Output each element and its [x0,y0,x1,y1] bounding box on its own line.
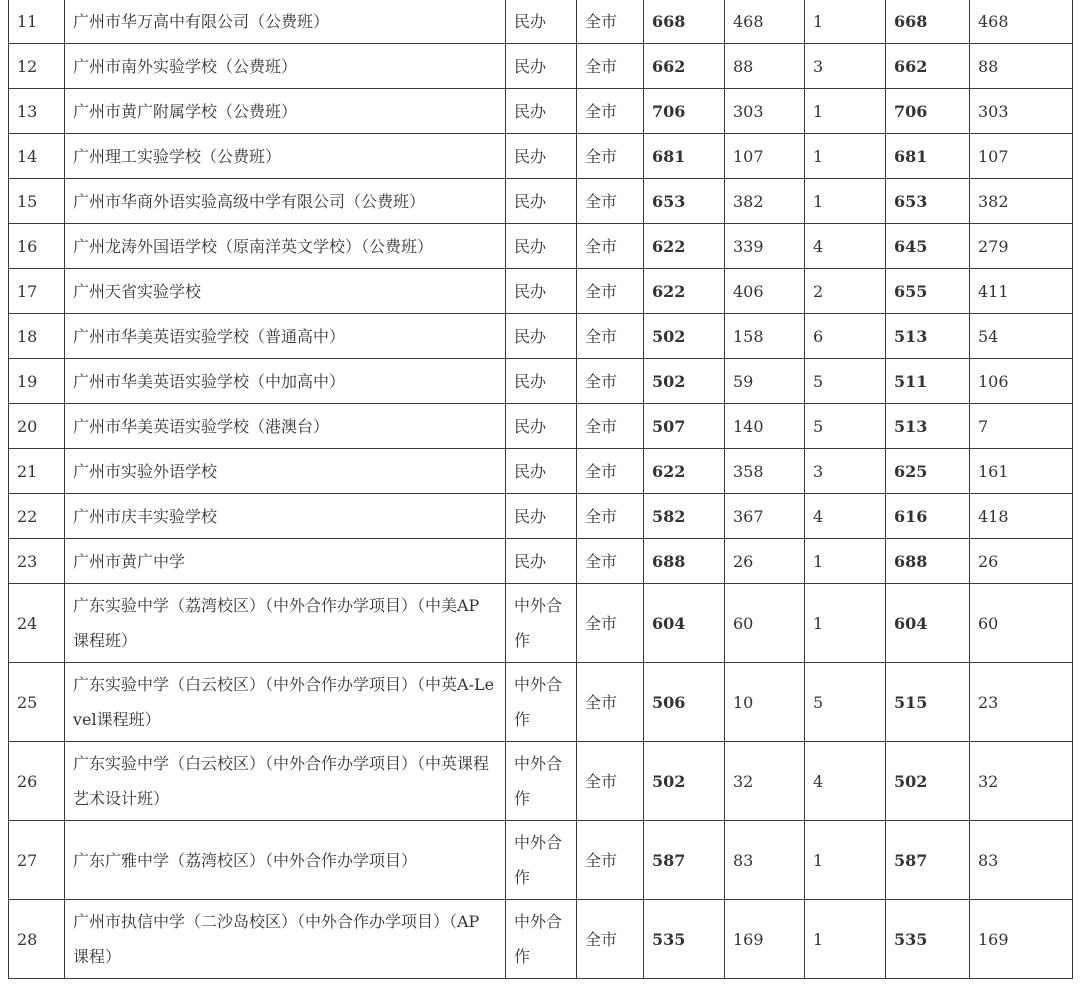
min-score-rank-cell: 169 [725,900,805,979]
choice-rank-cell: 418 [970,494,1073,539]
min-score-cell: 653 [644,179,725,224]
enrollment-area-cell: 全市 [577,314,644,359]
enrollment-area-cell: 全市 [577,742,644,821]
row-number-cell: 14 [9,134,65,179]
min-score-rank-cell: 367 [725,494,805,539]
school-type-cell: 民办 [506,269,577,314]
min-score-cell: 582 [644,494,725,539]
row-number-cell: 18 [9,314,65,359]
school-type-cell: 中外合作 [506,742,577,821]
min-score-cell: 587 [644,821,725,900]
row-number-cell: 11 [9,0,65,44]
min-score-cell: 535 [644,900,725,979]
enrollment-area-cell: 全市 [577,224,644,269]
choice-rank-cell: 382 [970,179,1073,224]
row-number-cell: 16 [9,224,65,269]
choice-rank-cell: 411 [970,269,1073,314]
table-row [9,663,1073,742]
school-type-cell: 民办 [506,179,577,224]
table-row [9,494,1073,539]
choice-min-score-cell: 662 [886,44,970,89]
school-type-cell: 民办 [506,224,577,269]
min-score-cell: 502 [644,359,725,404]
min-score-cell: 688 [644,539,725,584]
school-name-cell: 广州市黄广附属学校（公费班） [65,89,506,134]
school-name-cell: 广州天省实验学校 [65,269,506,314]
school-name-cell: 广州市南外实验学校（公费班） [65,44,506,89]
choice-min-score-cell: 513 [886,404,970,449]
school-name-cell: 广州市执信中学（二沙岛校区）（中外合作办学项目）（AP课程） [65,900,506,979]
school-name-cell: 广州市华美英语实验学校（港澳台） [65,404,506,449]
choice-rank-cell: 60 [970,584,1073,663]
choice-min-score-cell: 681 [886,134,970,179]
school-name-cell: 广州市实验外语学校 [65,449,506,494]
choice-order-cell: 1 [805,821,886,900]
table-row [9,404,1073,449]
school-name-cell: 广州市黄广中学 [65,539,506,584]
choice-order-cell: 1 [805,134,886,179]
choice-rank-cell: 23 [970,663,1073,742]
choice-order-cell: 4 [805,494,886,539]
school-type-cell: 民办 [506,539,577,584]
choice-min-score-cell: 535 [886,900,970,979]
choice-order-cell: 3 [805,449,886,494]
choice-order-cell: 1 [805,89,886,134]
choice-order-cell: 5 [805,359,886,404]
school-name-cell: 广州市华万高中有限公司（公费班） [65,0,506,44]
enrollment-area-cell: 全市 [577,494,644,539]
table-row [9,0,1073,44]
row-number-cell: 26 [9,742,65,821]
school-name-cell: 广东广雅中学（荔湾校区）（中外合作办学项目） [65,821,506,900]
choice-min-score-cell: 668 [886,0,970,44]
school-type-cell: 中外合作 [506,821,577,900]
school-type-cell: 民办 [506,404,577,449]
row-number-cell: 20 [9,404,65,449]
school-type-cell: 中外合作 [506,900,577,979]
min-score-rank-cell: 88 [725,44,805,89]
min-score-cell: 622 [644,449,725,494]
enrollment-area-cell: 全市 [577,900,644,979]
min-score-cell: 662 [644,44,725,89]
choice-rank-cell: 169 [970,900,1073,979]
choice-rank-cell: 468 [970,0,1073,44]
school-name-cell: 广东实验中学（白云校区）（中外合作办学项目）（中英课程艺术设计班） [65,742,506,821]
enrollment-area-cell: 全市 [577,134,644,179]
enrollment-area-cell: 全市 [577,821,644,900]
choice-rank-cell: 303 [970,89,1073,134]
min-score-rank-cell: 83 [725,821,805,900]
min-score-cell: 706 [644,89,725,134]
table-row [9,314,1073,359]
min-score-cell: 668 [644,0,725,44]
min-score-rank-cell: 26 [725,539,805,584]
row-number-cell: 28 [9,900,65,979]
min-score-cell: 622 [644,224,725,269]
table-row [9,179,1073,224]
min-score-rank-cell: 158 [725,314,805,359]
row-number-cell: 13 [9,89,65,134]
row-number-cell: 15 [9,179,65,224]
enrollment-area-cell: 全市 [577,359,644,404]
school-type-cell: 民办 [506,494,577,539]
min-score-cell: 506 [644,663,725,742]
table-row [9,89,1073,134]
table-row [9,224,1073,269]
table-row [9,359,1073,404]
choice-min-score-cell: 688 [886,539,970,584]
choice-rank-cell: 54 [970,314,1073,359]
table-row [9,900,1073,979]
table-body [9,0,1073,979]
choice-order-cell: 1 [805,539,886,584]
choice-min-score-cell: 604 [886,584,970,663]
table-row [9,134,1073,179]
row-number-cell: 24 [9,584,65,663]
enrollment-area-cell: 全市 [577,663,644,742]
enrollment-area-cell: 全市 [577,404,644,449]
choice-order-cell: 2 [805,269,886,314]
choice-min-score-cell: 502 [886,742,970,821]
choice-min-score-cell: 653 [886,179,970,224]
choice-rank-cell: 32 [970,742,1073,821]
choice-rank-cell: 279 [970,224,1073,269]
enrollment-area-cell: 全市 [577,269,644,314]
choice-rank-cell: 161 [970,449,1073,494]
row-number-cell: 21 [9,449,65,494]
school-name-cell: 广州龙涛外国语学校（原南洋英文学校）（公费班） [65,224,506,269]
school-type-cell: 中外合作 [506,584,577,663]
choice-rank-cell: 7 [970,404,1073,449]
choice-order-cell: 5 [805,663,886,742]
row-number-cell: 25 [9,663,65,742]
school-type-cell: 中外合作 [506,663,577,742]
school-type-cell: 民办 [506,314,577,359]
choice-rank-cell: 88 [970,44,1073,89]
choice-order-cell: 6 [805,314,886,359]
min-score-rank-cell: 406 [725,269,805,314]
choice-min-score-cell: 513 [886,314,970,359]
min-score-cell: 502 [644,742,725,821]
table-row [9,584,1073,663]
choice-rank-cell: 83 [970,821,1073,900]
admission-score-table [8,0,1073,979]
school-name-cell: 广州市华美英语实验学校（普通高中） [65,314,506,359]
school-name-cell: 广东实验中学（白云校区）（中外合作办学项目）（中英A-Level课程班） [65,663,506,742]
min-score-cell: 681 [644,134,725,179]
min-score-rank-cell: 303 [725,89,805,134]
school-name-cell: 广东实验中学（荔湾校区）（中外合作办学项目）（中美AP课程班） [65,584,506,663]
school-name-cell: 广州市华商外语实验高级中学有限公司（公费班） [65,179,506,224]
choice-order-cell: 1 [805,900,886,979]
min-score-cell: 502 [644,314,725,359]
school-type-cell: 民办 [506,89,577,134]
choice-min-score-cell: 587 [886,821,970,900]
choice-min-score-cell: 645 [886,224,970,269]
choice-min-score-cell: 616 [886,494,970,539]
choice-order-cell: 1 [805,179,886,224]
enrollment-area-cell: 全市 [577,44,644,89]
row-number-cell: 19 [9,359,65,404]
enrollment-area-cell: 全市 [577,449,644,494]
choice-rank-cell: 107 [970,134,1073,179]
choice-order-cell: 5 [805,404,886,449]
min-score-rank-cell: 59 [725,359,805,404]
school-type-cell: 民办 [506,134,577,179]
school-type-cell: 民办 [506,359,577,404]
choice-order-cell: 4 [805,224,886,269]
table-row [9,269,1073,314]
choice-min-score-cell: 706 [886,89,970,134]
min-score-rank-cell: 382 [725,179,805,224]
choice-min-score-cell: 511 [886,359,970,404]
choice-order-cell: 1 [805,584,886,663]
row-number-cell: 22 [9,494,65,539]
row-number-cell: 27 [9,821,65,900]
school-name-cell: 广州市华美英语实验学校（中加高中） [65,359,506,404]
choice-order-cell: 4 [805,742,886,821]
min-score-cell: 604 [644,584,725,663]
school-name-cell: 广州市庆丰实验学校 [65,494,506,539]
enrollment-area-cell: 全市 [577,179,644,224]
row-number-cell: 23 [9,539,65,584]
choice-rank-cell: 26 [970,539,1073,584]
choice-min-score-cell: 515 [886,663,970,742]
choice-order-cell: 1 [805,0,886,44]
min-score-rank-cell: 339 [725,224,805,269]
min-score-cell: 622 [644,269,725,314]
enrollment-area-cell: 全市 [577,89,644,134]
min-score-rank-cell: 358 [725,449,805,494]
min-score-rank-cell: 60 [725,584,805,663]
row-number-cell: 12 [9,44,65,89]
table-row [9,539,1073,584]
choice-min-score-cell: 625 [886,449,970,494]
min-score-rank-cell: 140 [725,404,805,449]
choice-min-score-cell: 655 [886,269,970,314]
enrollment-area-cell: 全市 [577,539,644,584]
choice-rank-cell: 106 [970,359,1073,404]
table-row [9,821,1073,900]
enrollment-area-cell: 全市 [577,0,644,44]
min-score-rank-cell: 468 [725,0,805,44]
row-number-cell: 17 [9,269,65,314]
school-name-cell: 广州理工实验学校（公费班） [65,134,506,179]
table-row [9,449,1073,494]
school-type-cell: 民办 [506,44,577,89]
min-score-rank-cell: 32 [725,742,805,821]
min-score-cell: 507 [644,404,725,449]
school-type-cell: 民办 [506,449,577,494]
choice-order-cell: 3 [805,44,886,89]
min-score-rank-cell: 10 [725,663,805,742]
table-row [9,44,1073,89]
table-row [9,742,1073,821]
enrollment-area-cell: 全市 [577,584,644,663]
min-score-rank-cell: 107 [725,134,805,179]
school-type-cell: 民办 [506,0,577,44]
